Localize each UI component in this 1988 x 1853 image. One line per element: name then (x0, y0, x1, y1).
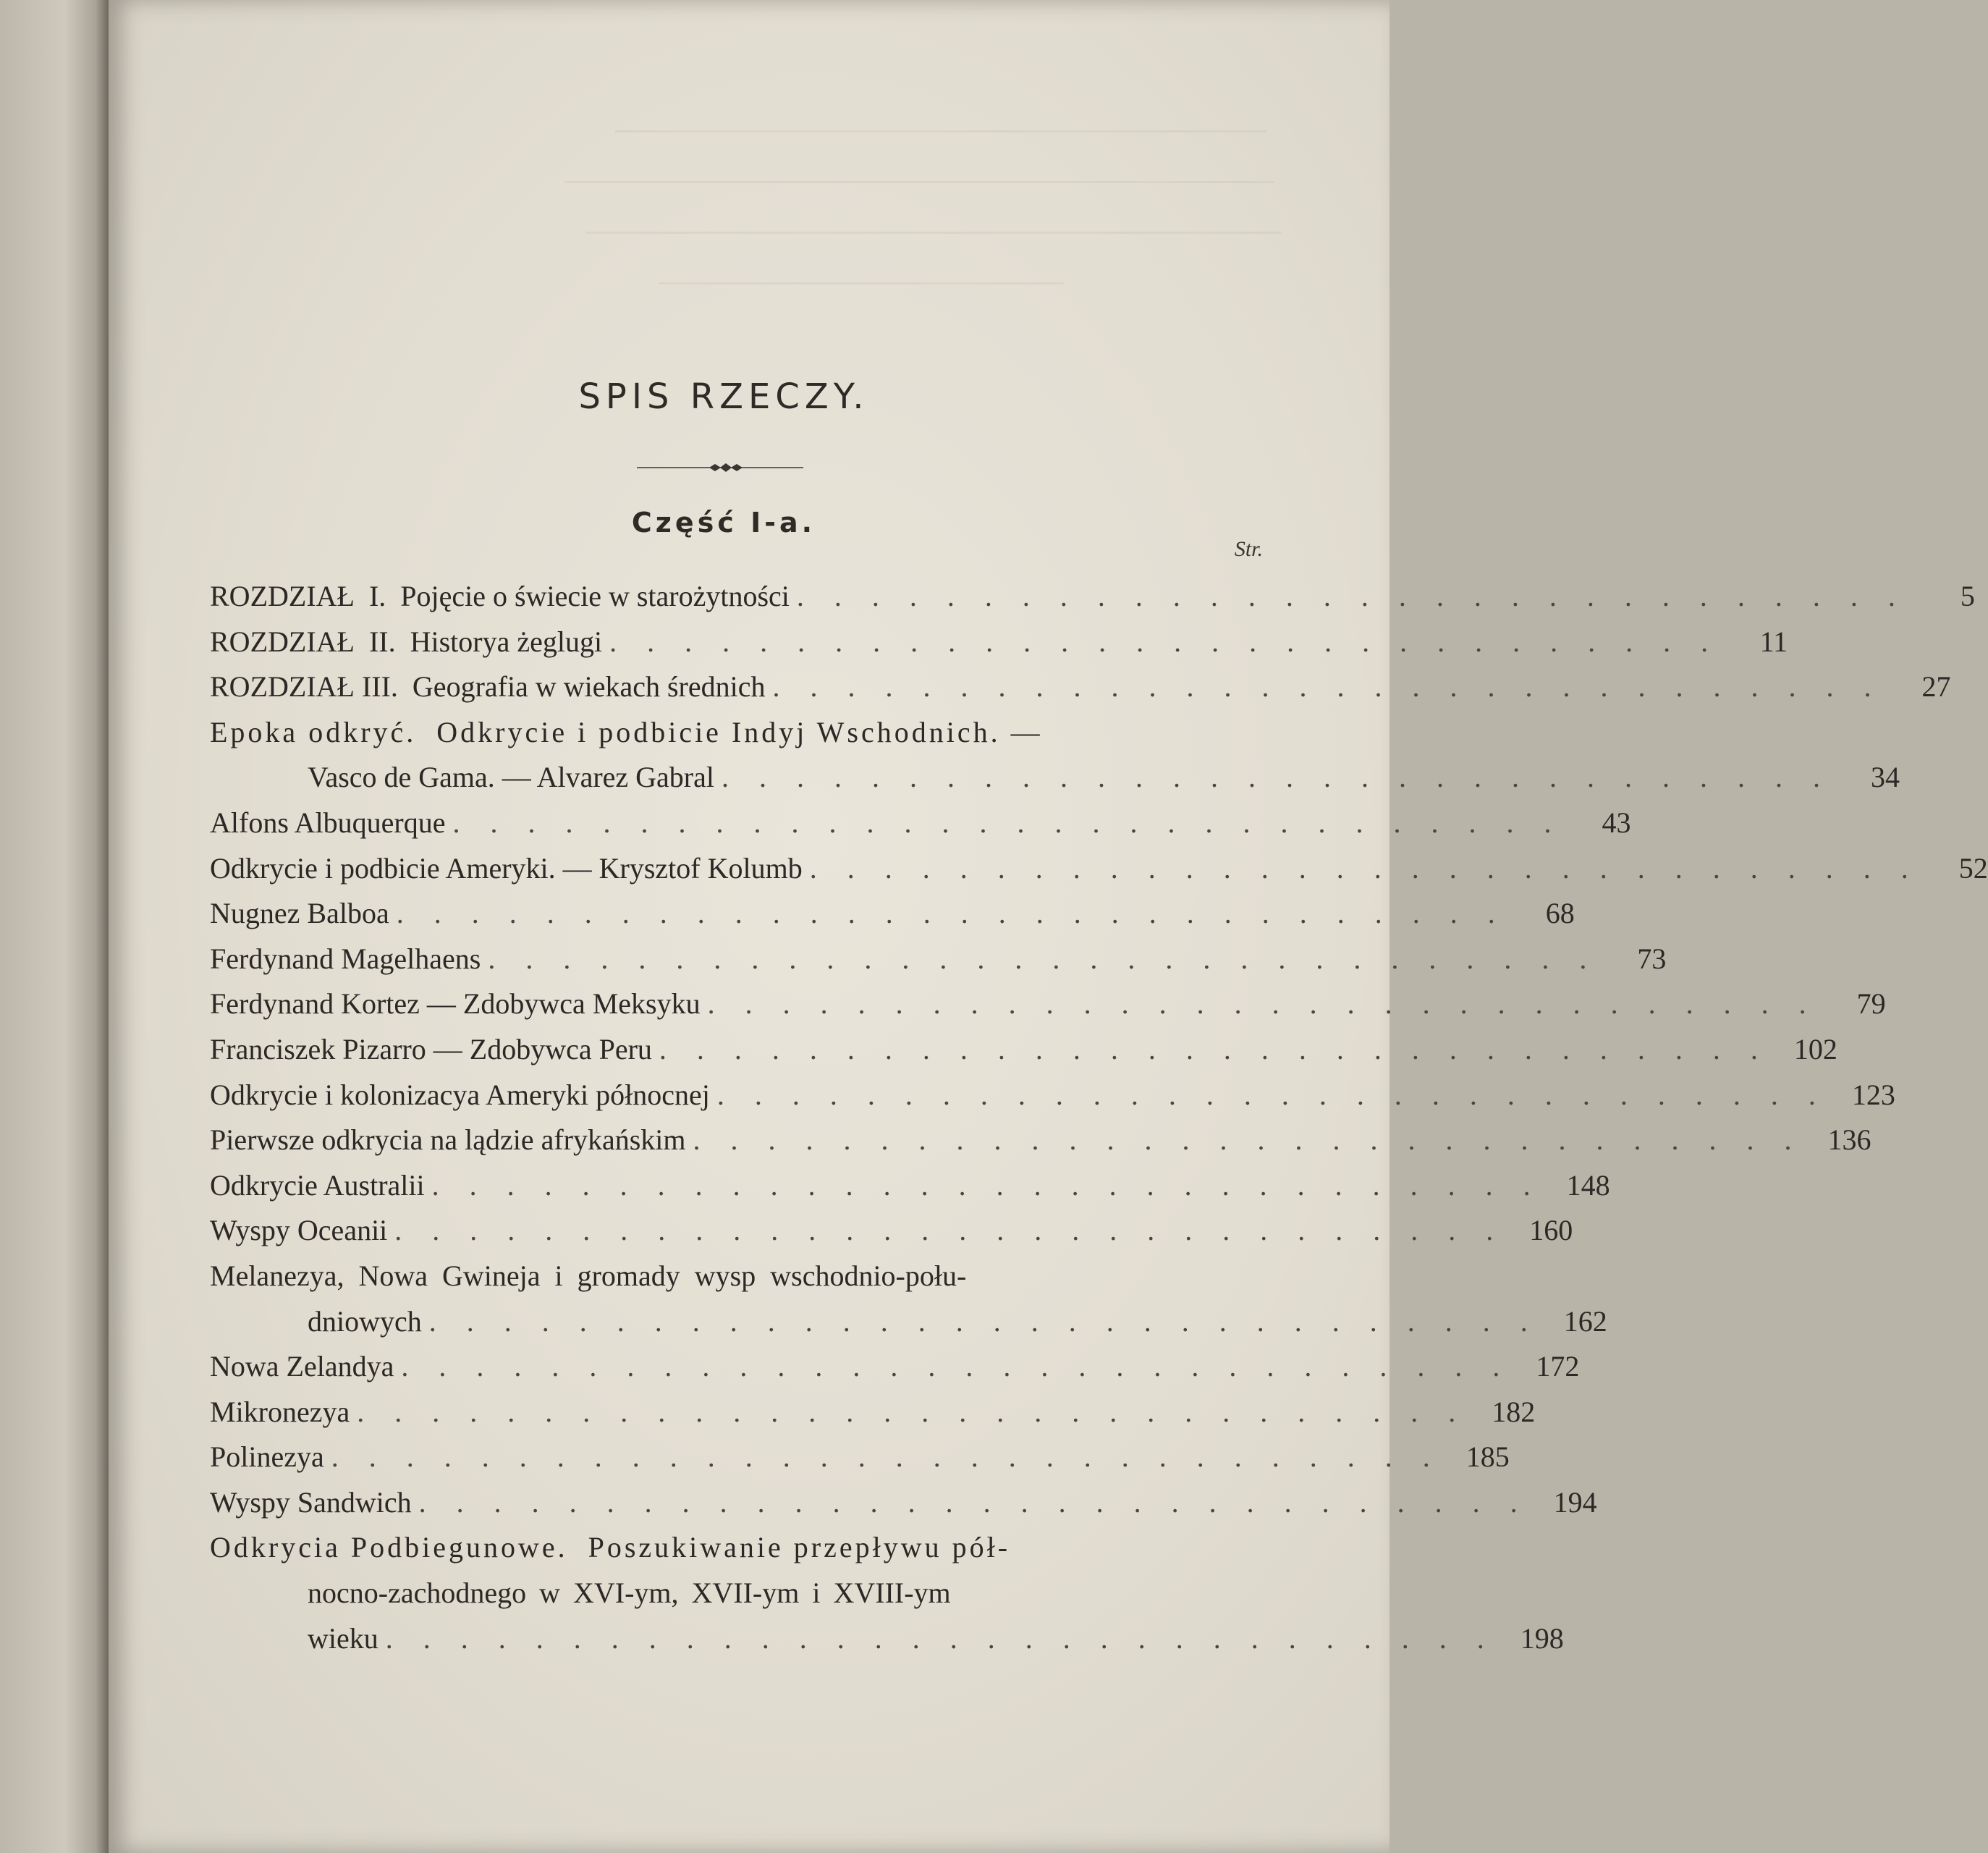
toc-entry-label: Ferdynand Kortez — Zdobywca Meksyku (210, 987, 701, 1021)
toc-entry-page: 185 (1465, 1440, 1510, 1474)
toc-entry (210, 1123, 1871, 1168)
leader-dots: . . . . . . . . . . . . . . . . . . . . . . . . . . . . . . (609, 625, 1720, 658)
toc-entry-label: dniowych (308, 1304, 422, 1338)
toc-entry (210, 1530, 1266, 1576)
toc-entry-page: 172 (1536, 1350, 1580, 1383)
toc-entry-label: Melanezya, Nowa Gwineja i gromady wysp wschodnio-połu- (210, 1259, 967, 1292)
toc-entry-label: Epoka odkryć. Odkrycie i podbicie Indyj Wschodnich. — (210, 715, 1043, 748)
toc-entry (210, 1349, 1580, 1395)
page-column-label: Str. (1234, 537, 1263, 561)
toc-entry-label: ROZDZIAŁ III. Geografia w wiekach średnich (210, 670, 766, 704)
leader-dots: . . . . . . . . . . . . . . . . . . . . . . . . . . . . . . (428, 1304, 1539, 1338)
toc-entry-label: Alfons Albuquerque (210, 806, 446, 839)
toc-entry (210, 1168, 1610, 1214)
toc-entry-page: 79 (1856, 987, 1886, 1021)
toc-entry-page: 27 (1921, 670, 1951, 704)
toc-entry-label: Odkrycia Podbiegunowe. Poszukiwanie przepływu pół- (210, 1531, 1011, 1564)
leader-dots: . . . . . . . . . . . . . . . . . . . . . . . . . . . . . . (716, 1078, 1827, 1111)
leader-dots: . . . . . . . . . . . . . . . . . . . . . . . . . . . . . . (357, 1395, 1468, 1428)
show-through-text (659, 282, 1064, 306)
leader-dots: . . . . . . . . . . . . . . . . . . . . . . . . . . . . . . (659, 1032, 1769, 1065)
toc-entry-page: 194 (1553, 1485, 1597, 1519)
leader-dots: . . . . . . . . . . . . . . . . . . . . . . . . . . . . . . (722, 761, 1832, 794)
toc-entry-page: 160 (1529, 1214, 1573, 1247)
toc-entry-label: Ferdynand Magelhaens (210, 942, 481, 975)
leader-dots: . . . . . . . . . . . . . . . . . . . . . . . . . . . . . . (452, 806, 1563, 839)
leader-dots: . . . . . . . . . . . . . . . . . . . . . . . . . . . . . . (772, 670, 1883, 704)
toc-entry (210, 625, 1788, 670)
toc-entry (210, 670, 1951, 715)
toc-entry-page: 162 (1563, 1304, 1607, 1338)
toc-entry-page: 52 (1958, 851, 1988, 885)
toc-entry-page: 34 (1871, 761, 1900, 794)
toc-entry (210, 1440, 1510, 1485)
toc-entry (210, 806, 1631, 851)
toc-entry-page: 68 (1545, 897, 1575, 930)
leader-dots: . . . . . . . . . . . . . . . . . . . . . . . . . . . . . . (488, 942, 1599, 975)
toc-entry-label: Franciszek Pizarro — Zdobywca Peru (210, 1032, 652, 1065)
book-gutter (0, 0, 109, 1853)
toc-entry-page: 43 (1602, 806, 1631, 839)
table-of-contents (210, 579, 1988, 1666)
toc-entry (210, 715, 1266, 761)
toc-entry-label: Wyspy Oceanii (210, 1214, 388, 1247)
leader-dots: . . . . . . . . . . . . . . . . . . . . . . . . . . . . . . (707, 987, 1818, 1021)
leader-dots: . . . . . . . . . . . . . . . . . . . . . . . . . . . . . . (385, 1621, 1496, 1655)
toc-entry-label: Nowa Zelandya (210, 1350, 394, 1383)
toc-entry-label: Mikronezya (210, 1395, 350, 1428)
toc-entry (210, 1304, 1607, 1350)
show-through-text (615, 130, 1266, 154)
leader-dots: . . . . . . . . . . . . . . . . . . . . . . . . . . . . . . (693, 1123, 1803, 1157)
toc-entry-label: ROZDZIAŁ I. Pojęcie o świecie w starożytności (210, 580, 790, 612)
toc-entry (210, 1259, 1266, 1304)
leader-dots: . . . . . . . . . . . . . . . . . . . . . . . . . . . . . . (809, 851, 1920, 885)
toc-entry (210, 1621, 1564, 1667)
toc-entry-label: Wyspy Sandwich (210, 1485, 412, 1519)
toc-entry (210, 851, 1988, 897)
toc-entry-page: 102 (1793, 1032, 1837, 1065)
page-title: SPIS RZECZY. (578, 376, 869, 417)
toc-entry (210, 1078, 1895, 1123)
ornament-divider-icon (637, 453, 803, 482)
leader-dots: . . . . . . . . . . . . . . . . . . . . . . . . . . . . . . (401, 1350, 1512, 1383)
toc-entry-label: nocno-zachodnego w XVI-ym, XVII-ym i XVIII-ym (308, 1576, 951, 1610)
toc-entry-page: 11 (1759, 625, 1788, 658)
toc-entry (210, 896, 1575, 942)
part-heading: Część I-a. (631, 507, 816, 539)
toc-entry-page: 148 (1566, 1168, 1610, 1202)
toc-entry-label: ROZDZIAŁ II. Historya żeglugi (210, 625, 603, 658)
leader-dots: . . . . . . . . . . . . . . . . . . . . . . . . . . . . . . (394, 1214, 1505, 1247)
toc-entry (210, 1576, 1266, 1621)
toc-entry-page: 198 (1520, 1621, 1564, 1655)
toc-entry (210, 1395, 1536, 1440)
toc-entry (210, 760, 1900, 806)
leader-dots: . . . . . . . . . . . . . . . . . . . . . . . . . . . . . . (331, 1440, 1442, 1474)
leader-dots: . . . . . . . . . . . . . . . . . . . . . . . . . . . . . . (431, 1168, 1542, 1202)
toc-entry-label: Vasco de Gama. — Alvarez Gabral (308, 761, 714, 794)
toc-entry (210, 942, 1667, 987)
leader-dots: . . . . . . . . . . . . . . . . . . . . . . . . . . . . . . (418, 1485, 1529, 1519)
toc-entry-label: wieku (308, 1621, 378, 1655)
toc-entry (210, 579, 1975, 625)
show-through-text (564, 181, 1274, 205)
toc-entry (210, 1213, 1573, 1259)
toc-entry-page: 123 (1851, 1078, 1895, 1111)
toc-entry (210, 1032, 1837, 1078)
show-through-text (586, 232, 1281, 256)
toc-entry (210, 987, 1886, 1032)
toc-entry-label: Odkrycie Australii (210, 1168, 425, 1202)
toc-entry-label: Pierwsze odkrycia na lądzie afrykańskim (210, 1123, 686, 1157)
leader-dots: . . . . . . . . . . . . . . . . . . . . . . . . . . . . . . (796, 580, 1907, 612)
toc-entry-label: Polinezya (210, 1440, 324, 1474)
toc-entry-page: 5 (1960, 580, 1975, 612)
toc-entry-page: 73 (1637, 942, 1667, 975)
toc-entry-label: Odkrycie i kolonizacya Ameryki północnej (210, 1078, 710, 1111)
toc-entry-label: Nugnez Balboa (210, 897, 389, 930)
toc-entry-page: 136 (1827, 1123, 1871, 1157)
leader-dots: . . . . . . . . . . . . . . . . . . . . . . . . . . . . . . (396, 897, 1507, 930)
toc-entry-page: 182 (1492, 1395, 1536, 1428)
toc-entry-label: Odkrycie i podbicie Ameryki. — Krysztof Kolumb (210, 851, 803, 885)
toc-entry (210, 1485, 1597, 1531)
